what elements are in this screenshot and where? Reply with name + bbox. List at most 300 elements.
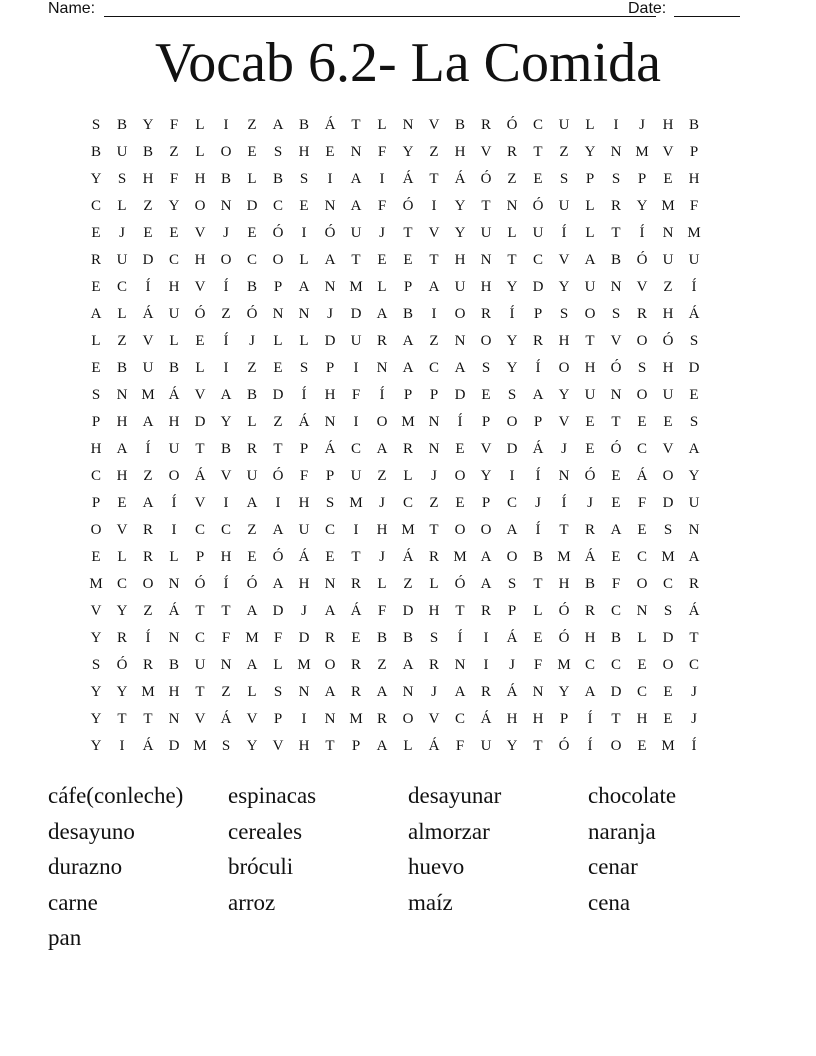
grid-letter[interactable]: H — [454, 144, 466, 160]
grid-letter[interactable]: M — [193, 738, 207, 754]
grid-letter[interactable]: F — [637, 495, 647, 511]
grid-letter[interactable]: O — [480, 333, 492, 349]
grid-letter[interactable]: N — [610, 144, 622, 160]
grid-letter[interactable]: L — [117, 198, 127, 214]
grid-letter[interactable]: T — [481, 198, 491, 214]
grid-letter[interactable]: H — [298, 576, 310, 592]
grid-letter[interactable]: Í — [379, 387, 385, 403]
grid-letter[interactable]: H — [662, 306, 674, 322]
grid-letter[interactable]: N — [428, 441, 440, 457]
grid-letter[interactable]: Ó — [272, 225, 284, 241]
grid-letter[interactable]: P — [351, 738, 361, 754]
grid-letter[interactable]: A — [116, 441, 128, 457]
grid-letter[interactable]: I — [613, 117, 619, 133]
grid-letter[interactable]: N — [480, 252, 492, 268]
grid-letter[interactable]: T — [351, 549, 361, 565]
grid-letter[interactable]: N — [662, 225, 674, 241]
grid-letter[interactable]: E — [637, 414, 647, 430]
grid-letter[interactable]: M — [635, 144, 649, 160]
grid-letter[interactable]: H — [324, 387, 336, 403]
grid-letter[interactable]: D — [662, 495, 674, 511]
grid-letter[interactable]: Y — [506, 738, 518, 754]
grid-letter[interactable]: A — [688, 549, 700, 565]
grid-letter[interactable]: S — [507, 576, 517, 592]
grid-letter[interactable]: Y — [558, 279, 570, 295]
grid-letter[interactable]: O — [584, 306, 596, 322]
grid-letter[interactable]: R — [688, 576, 699, 592]
grid-letter[interactable]: T — [507, 252, 517, 268]
grid-letter[interactable]: C — [116, 279, 127, 295]
grid-letter[interactable]: Y — [142, 117, 154, 133]
grid-letter[interactable]: L — [507, 225, 517, 241]
grid-letter[interactable]: Í — [587, 738, 593, 754]
grid-letter[interactable]: N — [610, 279, 622, 295]
grid-letter[interactable]: I — [119, 738, 125, 754]
grid-letter[interactable]: O — [454, 522, 466, 538]
grid-letter[interactable]: I — [431, 198, 437, 214]
grid-letter[interactable]: A — [376, 684, 388, 700]
grid-letter[interactable]: P — [195, 549, 205, 565]
grid-letter[interactable]: J — [431, 468, 437, 484]
grid-letter[interactable]: O — [376, 414, 388, 430]
grid-letter[interactable]: B — [220, 171, 231, 187]
grid-letter[interactable]: Z — [403, 576, 413, 592]
grid-letter[interactable]: D — [532, 279, 544, 295]
grid-letter[interactable]: A — [376, 306, 388, 322]
grid-letter[interactable]: V — [558, 414, 570, 430]
grid-letter[interactable]: T — [351, 252, 361, 268]
grid-letter[interactable]: N — [558, 468, 570, 484]
grid-letter[interactable]: C — [272, 198, 283, 214]
grid-letter[interactable]: S — [273, 684, 283, 700]
grid-letter[interactable]: O — [168, 468, 180, 484]
grid-letter[interactable]: S — [91, 117, 101, 133]
grid-letter[interactable]: H — [168, 279, 180, 295]
grid-letter[interactable]: N — [636, 603, 648, 619]
grid-letter[interactable]: Á — [298, 414, 310, 430]
grid-letter[interactable]: Y — [506, 279, 518, 295]
grid-letter[interactable]: E — [91, 225, 101, 241]
grid-letter[interactable]: U — [142, 360, 154, 376]
grid-letter[interactable]: Á — [402, 171, 414, 187]
grid-letter[interactable]: N — [324, 711, 336, 727]
grid-letter[interactable]: T — [559, 522, 569, 538]
grid-letter[interactable]: V — [116, 522, 128, 538]
grid-letter[interactable]: E — [403, 252, 413, 268]
grid-letter[interactable]: D — [298, 630, 310, 646]
grid-letter[interactable]: P — [273, 711, 283, 727]
grid-letter[interactable]: E — [143, 225, 153, 241]
grid-letter[interactable]: C — [116, 576, 127, 592]
grid-letter[interactable]: S — [637, 360, 647, 376]
grid-letter[interactable]: E — [91, 279, 101, 295]
grid-letter[interactable]: M — [349, 711, 363, 727]
grid-letter[interactable]: R — [610, 198, 621, 214]
grid-letter[interactable]: E — [611, 468, 621, 484]
grid-letter[interactable]: V — [194, 387, 206, 403]
grid-letter[interactable]: N — [298, 684, 310, 700]
grid-letter[interactable]: A — [350, 198, 362, 214]
grid-letter[interactable]: V — [428, 711, 440, 727]
grid-letter[interactable]: Y — [480, 468, 492, 484]
grid-letter[interactable]: H — [584, 630, 596, 646]
grid-letter[interactable]: J — [119, 225, 125, 241]
grid-letter[interactable]: C — [402, 495, 413, 511]
grid-letter[interactable]: Y — [402, 144, 414, 160]
grid-letter[interactable]: D — [168, 738, 180, 754]
date-blank-line[interactable] — [674, 16, 740, 17]
grid-letter[interactable]: P — [299, 441, 309, 457]
grid-letter[interactable]: N — [324, 414, 336, 430]
grid-letter[interactable]: Y — [90, 171, 102, 187]
grid-letter[interactable]: H — [116, 414, 128, 430]
grid-letter[interactable]: O — [194, 198, 206, 214]
grid-letter[interactable]: A — [506, 522, 518, 538]
grid-letter[interactable]: C — [90, 468, 101, 484]
grid-letter[interactable]: V — [272, 738, 284, 754]
grid-letter[interactable]: N — [532, 684, 544, 700]
grid-letter[interactable]: E — [533, 171, 543, 187]
grid-letter[interactable]: S — [117, 171, 127, 187]
grid-letter[interactable]: P — [325, 360, 335, 376]
grid-letter[interactable]: Ó — [246, 306, 258, 322]
grid-letter[interactable]: H — [558, 576, 570, 592]
grid-letter[interactable]: B — [246, 387, 257, 403]
grid-letter[interactable]: O — [558, 360, 570, 376]
grid-letter[interactable]: U — [168, 441, 180, 457]
grid-letter[interactable]: U — [558, 198, 570, 214]
grid-letter[interactable]: B — [90, 144, 101, 160]
grid-letter[interactable]: S — [429, 630, 439, 646]
grid-letter[interactable]: T — [195, 684, 205, 700]
grid-letter[interactable]: E — [663, 684, 673, 700]
grid-letter[interactable]: Ó — [454, 576, 466, 592]
grid-letter[interactable]: D — [350, 306, 362, 322]
grid-letter[interactable]: S — [559, 171, 569, 187]
grid-letter[interactable]: N — [610, 387, 622, 403]
grid-letter[interactable]: A — [90, 306, 102, 322]
grid-letter[interactable]: Ó — [116, 657, 128, 673]
grid-letter[interactable]: E — [325, 144, 335, 160]
grid-letter[interactable]: R — [350, 657, 361, 673]
grid-letter[interactable]: B — [376, 630, 387, 646]
grid-letter[interactable]: O — [220, 252, 232, 268]
grid-letter[interactable]: T — [689, 630, 699, 646]
grid-letter[interactable]: F — [221, 630, 231, 646]
grid-letter[interactable]: E — [455, 441, 465, 457]
grid-letter[interactable]: L — [117, 306, 127, 322]
grid-letter[interactable]: D — [454, 387, 466, 403]
grid-letter[interactable]: Y — [584, 144, 596, 160]
grid-letter[interactable]: L — [91, 333, 101, 349]
grid-letter[interactable]: Á — [688, 306, 700, 322]
grid-letter[interactable]: E — [637, 657, 647, 673]
grid-letter[interactable]: H — [558, 333, 570, 349]
grid-letter[interactable]: M — [349, 279, 363, 295]
grid-letter[interactable]: O — [636, 333, 648, 349]
grid-letter[interactable]: L — [195, 144, 205, 160]
grid-letter[interactable]: V — [90, 603, 102, 619]
grid-letter[interactable]: S — [273, 144, 283, 160]
grid-letter[interactable]: O — [454, 468, 466, 484]
grid-letter[interactable]: Z — [143, 603, 153, 619]
grid-letter[interactable]: A — [480, 549, 492, 565]
grid-letter[interactable]: M — [141, 387, 155, 403]
grid-letter[interactable]: P — [91, 495, 101, 511]
grid-letter[interactable]: Ó — [584, 468, 596, 484]
grid-letter[interactable]: Z — [429, 144, 439, 160]
grid-letter[interactable]: O — [636, 576, 648, 592]
grid-letter[interactable]: Z — [247, 117, 257, 133]
grid-letter[interactable]: Y — [246, 738, 258, 754]
grid-letter[interactable]: L — [585, 198, 595, 214]
grid-letter[interactable]: M — [141, 684, 155, 700]
grid-letter[interactable]: S — [325, 495, 335, 511]
grid-letter[interactable]: Z — [221, 684, 231, 700]
grid-letter[interactable]: Á — [142, 738, 154, 754]
grid-letter[interactable]: Ó — [246, 576, 258, 592]
grid-letter[interactable]: B — [532, 549, 543, 565]
grid-letter[interactable]: Í — [535, 468, 541, 484]
grid-letter[interactable]: E — [169, 225, 179, 241]
grid-letter[interactable]: E — [117, 495, 127, 511]
grid-letter[interactable]: L — [403, 738, 413, 754]
grid-letter[interactable]: L — [247, 171, 257, 187]
grid-letter[interactable]: H — [298, 144, 310, 160]
grid-letter[interactable]: Í — [691, 279, 697, 295]
grid-letter[interactable]: Ó — [532, 198, 544, 214]
grid-letter[interactable]: F — [169, 171, 179, 187]
grid-letter[interactable]: T — [117, 711, 127, 727]
grid-letter[interactable]: A — [246, 495, 258, 511]
grid-letter[interactable]: N — [324, 198, 336, 214]
grid-letter[interactable]: R — [142, 522, 153, 538]
grid-letter[interactable]: B — [168, 657, 179, 673]
grid-letter[interactable]: Á — [480, 711, 492, 727]
grid-letter[interactable]: D — [194, 414, 206, 430]
grid-letter[interactable]: Í — [223, 576, 229, 592]
grid-letter[interactable]: B — [454, 117, 465, 133]
grid-letter[interactable]: Y — [90, 630, 102, 646]
grid-letter[interactable]: R — [532, 333, 543, 349]
grid-letter[interactable]: Á — [584, 549, 596, 565]
grid-letter[interactable]: S — [611, 171, 621, 187]
grid-letter[interactable]: C — [532, 252, 543, 268]
grid-letter[interactable]: R — [480, 603, 491, 619]
grid-letter[interactable]: E — [325, 549, 335, 565]
grid-letter[interactable]: A — [324, 603, 336, 619]
grid-letter[interactable]: A — [584, 252, 596, 268]
grid-letter[interactable]: A — [402, 333, 414, 349]
grid-letter[interactable]: D — [506, 441, 518, 457]
grid-letter[interactable]: V — [220, 468, 232, 484]
grid-letter[interactable]: L — [195, 117, 205, 133]
grid-letter[interactable]: T — [143, 711, 153, 727]
grid-letter[interactable]: A — [142, 414, 154, 430]
grid-letter[interactable]: O — [454, 306, 466, 322]
grid-letter[interactable]: Ó — [558, 738, 570, 754]
grid-letter[interactable]: H — [584, 360, 596, 376]
grid-letter[interactable]: T — [611, 414, 621, 430]
grid-letter[interactable]: A — [584, 684, 596, 700]
grid-letter[interactable]: H — [298, 738, 310, 754]
grid-letter[interactable]: Á — [532, 441, 544, 457]
grid-letter[interactable]: R — [584, 522, 595, 538]
grid-letter[interactable]: O — [610, 738, 622, 754]
grid-letter[interactable]: S — [481, 360, 491, 376]
grid-letter[interactable]: R — [142, 657, 153, 673]
grid-letter[interactable]: H — [688, 171, 700, 187]
grid-letter[interactable]: Í — [171, 495, 177, 511]
grid-letter[interactable]: C — [532, 117, 543, 133]
grid-letter[interactable]: Á — [168, 603, 180, 619]
grid-letter[interactable]: Y — [116, 603, 128, 619]
grid-letter[interactable]: B — [272, 171, 283, 187]
grid-letter[interactable]: I — [483, 657, 489, 673]
grid-letter[interactable]: R — [246, 441, 257, 457]
grid-letter[interactable]: F — [533, 657, 543, 673]
grid-letter[interactable]: S — [221, 738, 231, 754]
grid-letter[interactable]: U — [688, 252, 700, 268]
grid-letter[interactable]: C — [610, 603, 621, 619]
grid-letter[interactable]: A — [688, 441, 700, 457]
grid-letter[interactable]: I — [353, 522, 359, 538]
grid-letter[interactable]: U — [168, 306, 180, 322]
grid-letter[interactable]: A — [246, 603, 258, 619]
grid-letter[interactable]: D — [246, 198, 258, 214]
grid-letter[interactable]: C — [636, 684, 647, 700]
grid-letter[interactable]: Í — [145, 279, 151, 295]
grid-letter[interactable]: Y — [636, 198, 648, 214]
grid-letter[interactable]: Í — [691, 738, 697, 754]
grid-letter[interactable]: U — [194, 657, 206, 673]
grid-letter[interactable]: T — [325, 738, 335, 754]
grid-letter[interactable]: Y — [558, 684, 570, 700]
grid-letter[interactable]: N — [220, 657, 232, 673]
grid-letter[interactable]: T — [429, 522, 439, 538]
grid-letter[interactable]: M — [401, 522, 415, 538]
grid-letter[interactable]: L — [377, 576, 387, 592]
grid-letter[interactable]: I — [301, 225, 307, 241]
grid-letter[interactable]: M — [401, 414, 415, 430]
grid-letter[interactable]: Í — [587, 711, 593, 727]
grid-letter[interactable]: Á — [220, 711, 232, 727]
grid-letter[interactable]: Ó — [610, 360, 622, 376]
grid-letter[interactable]: Á — [324, 117, 336, 133]
grid-letter[interactable]: P — [559, 711, 569, 727]
grid-letter[interactable]: A — [142, 495, 154, 511]
grid-letter[interactable]: U — [116, 252, 128, 268]
grid-letter[interactable]: C — [324, 522, 335, 538]
grid-letter[interactable]: H — [662, 117, 674, 133]
grid-letter[interactable]: I — [353, 360, 359, 376]
grid-letter[interactable]: M — [661, 738, 675, 754]
grid-letter[interactable]: E — [611, 549, 621, 565]
grid-letter[interactable]: Á — [402, 549, 414, 565]
grid-letter[interactable]: R — [480, 684, 491, 700]
grid-letter[interactable]: Y — [506, 360, 518, 376]
grid-letter[interactable]: B — [246, 279, 257, 295]
grid-letter[interactable]: E — [585, 414, 595, 430]
grid-letter[interactable]: S — [663, 603, 673, 619]
grid-letter[interactable]: Á — [506, 684, 518, 700]
grid-letter[interactable]: Z — [247, 522, 257, 538]
grid-letter[interactable]: J — [431, 684, 437, 700]
grid-letter[interactable]: N — [298, 306, 310, 322]
grid-letter[interactable]: V — [194, 495, 206, 511]
grid-letter[interactable]: Á — [324, 441, 336, 457]
grid-letter[interactable]: H — [168, 414, 180, 430]
grid-letter[interactable]: Í — [223, 279, 229, 295]
grid-letter[interactable]: J — [509, 657, 515, 673]
grid-letter[interactable]: R — [116, 630, 127, 646]
grid-letter[interactable]: U — [662, 252, 674, 268]
grid-letter[interactable]: U — [688, 495, 700, 511]
grid-letter[interactable]: Y — [220, 414, 232, 430]
grid-letter[interactable]: Z — [429, 333, 439, 349]
grid-letter[interactable]: B — [402, 306, 413, 322]
grid-letter[interactable]: A — [402, 657, 414, 673]
grid-letter[interactable]: V — [428, 225, 440, 241]
grid-letter[interactable]: T — [429, 171, 439, 187]
grid-letter[interactable]: U — [246, 468, 258, 484]
grid-letter[interactable]: E — [91, 360, 101, 376]
grid-letter[interactable]: R — [636, 306, 647, 322]
grid-letter[interactable]: E — [351, 630, 361, 646]
grid-letter[interactable]: J — [301, 603, 307, 619]
grid-letter[interactable]: F — [351, 387, 361, 403]
grid-letter[interactable]: Í — [223, 333, 229, 349]
grid-letter[interactable]: S — [663, 522, 673, 538]
grid-letter[interactable]: P — [533, 306, 543, 322]
grid-letter[interactable]: Í — [561, 495, 567, 511]
grid-letter[interactable]: Ó — [636, 252, 648, 268]
grid-letter[interactable]: Í — [535, 360, 541, 376]
grid-letter[interactable]: T — [403, 225, 413, 241]
grid-letter[interactable]: E — [247, 225, 257, 241]
grid-letter[interactable]: T — [533, 738, 543, 754]
grid-letter[interactable]: P — [533, 414, 543, 430]
grid-letter[interactable]: N — [454, 657, 466, 673]
grid-letter[interactable]: A — [480, 576, 492, 592]
grid-letter[interactable]: M — [687, 225, 701, 241]
grid-letter[interactable]: L — [247, 414, 257, 430]
grid-letter[interactable]: Ó — [272, 468, 284, 484]
grid-letter[interactable]: V — [662, 441, 674, 457]
grid-letter[interactable]: O — [480, 522, 492, 538]
grid-letter[interactable]: Á — [454, 171, 466, 187]
grid-letter[interactable]: L — [169, 549, 179, 565]
grid-letter[interactable]: A — [272, 522, 284, 538]
grid-letter[interactable]: Ó — [194, 576, 206, 592]
grid-letter[interactable]: H — [194, 171, 206, 187]
grid-letter[interactable]: R — [350, 576, 361, 592]
grid-letter[interactable]: F — [377, 144, 387, 160]
grid-letter[interactable]: Á — [298, 549, 310, 565]
grid-letter[interactable]: B — [220, 441, 231, 457]
grid-letter[interactable]: U — [480, 738, 492, 754]
grid-letter[interactable]: E — [481, 387, 491, 403]
grid-letter[interactable]: H — [376, 522, 388, 538]
grid-letter[interactable]: N — [272, 306, 284, 322]
grid-letter[interactable]: P — [403, 279, 413, 295]
grid-letter[interactable]: H — [636, 711, 648, 727]
grid-letter[interactable]: V — [636, 279, 648, 295]
grid-letter[interactable]: U — [584, 279, 596, 295]
grid-letter[interactable]: N — [506, 198, 518, 214]
grid-letter[interactable]: E — [247, 144, 257, 160]
grid-letter[interactable]: M — [245, 630, 259, 646]
